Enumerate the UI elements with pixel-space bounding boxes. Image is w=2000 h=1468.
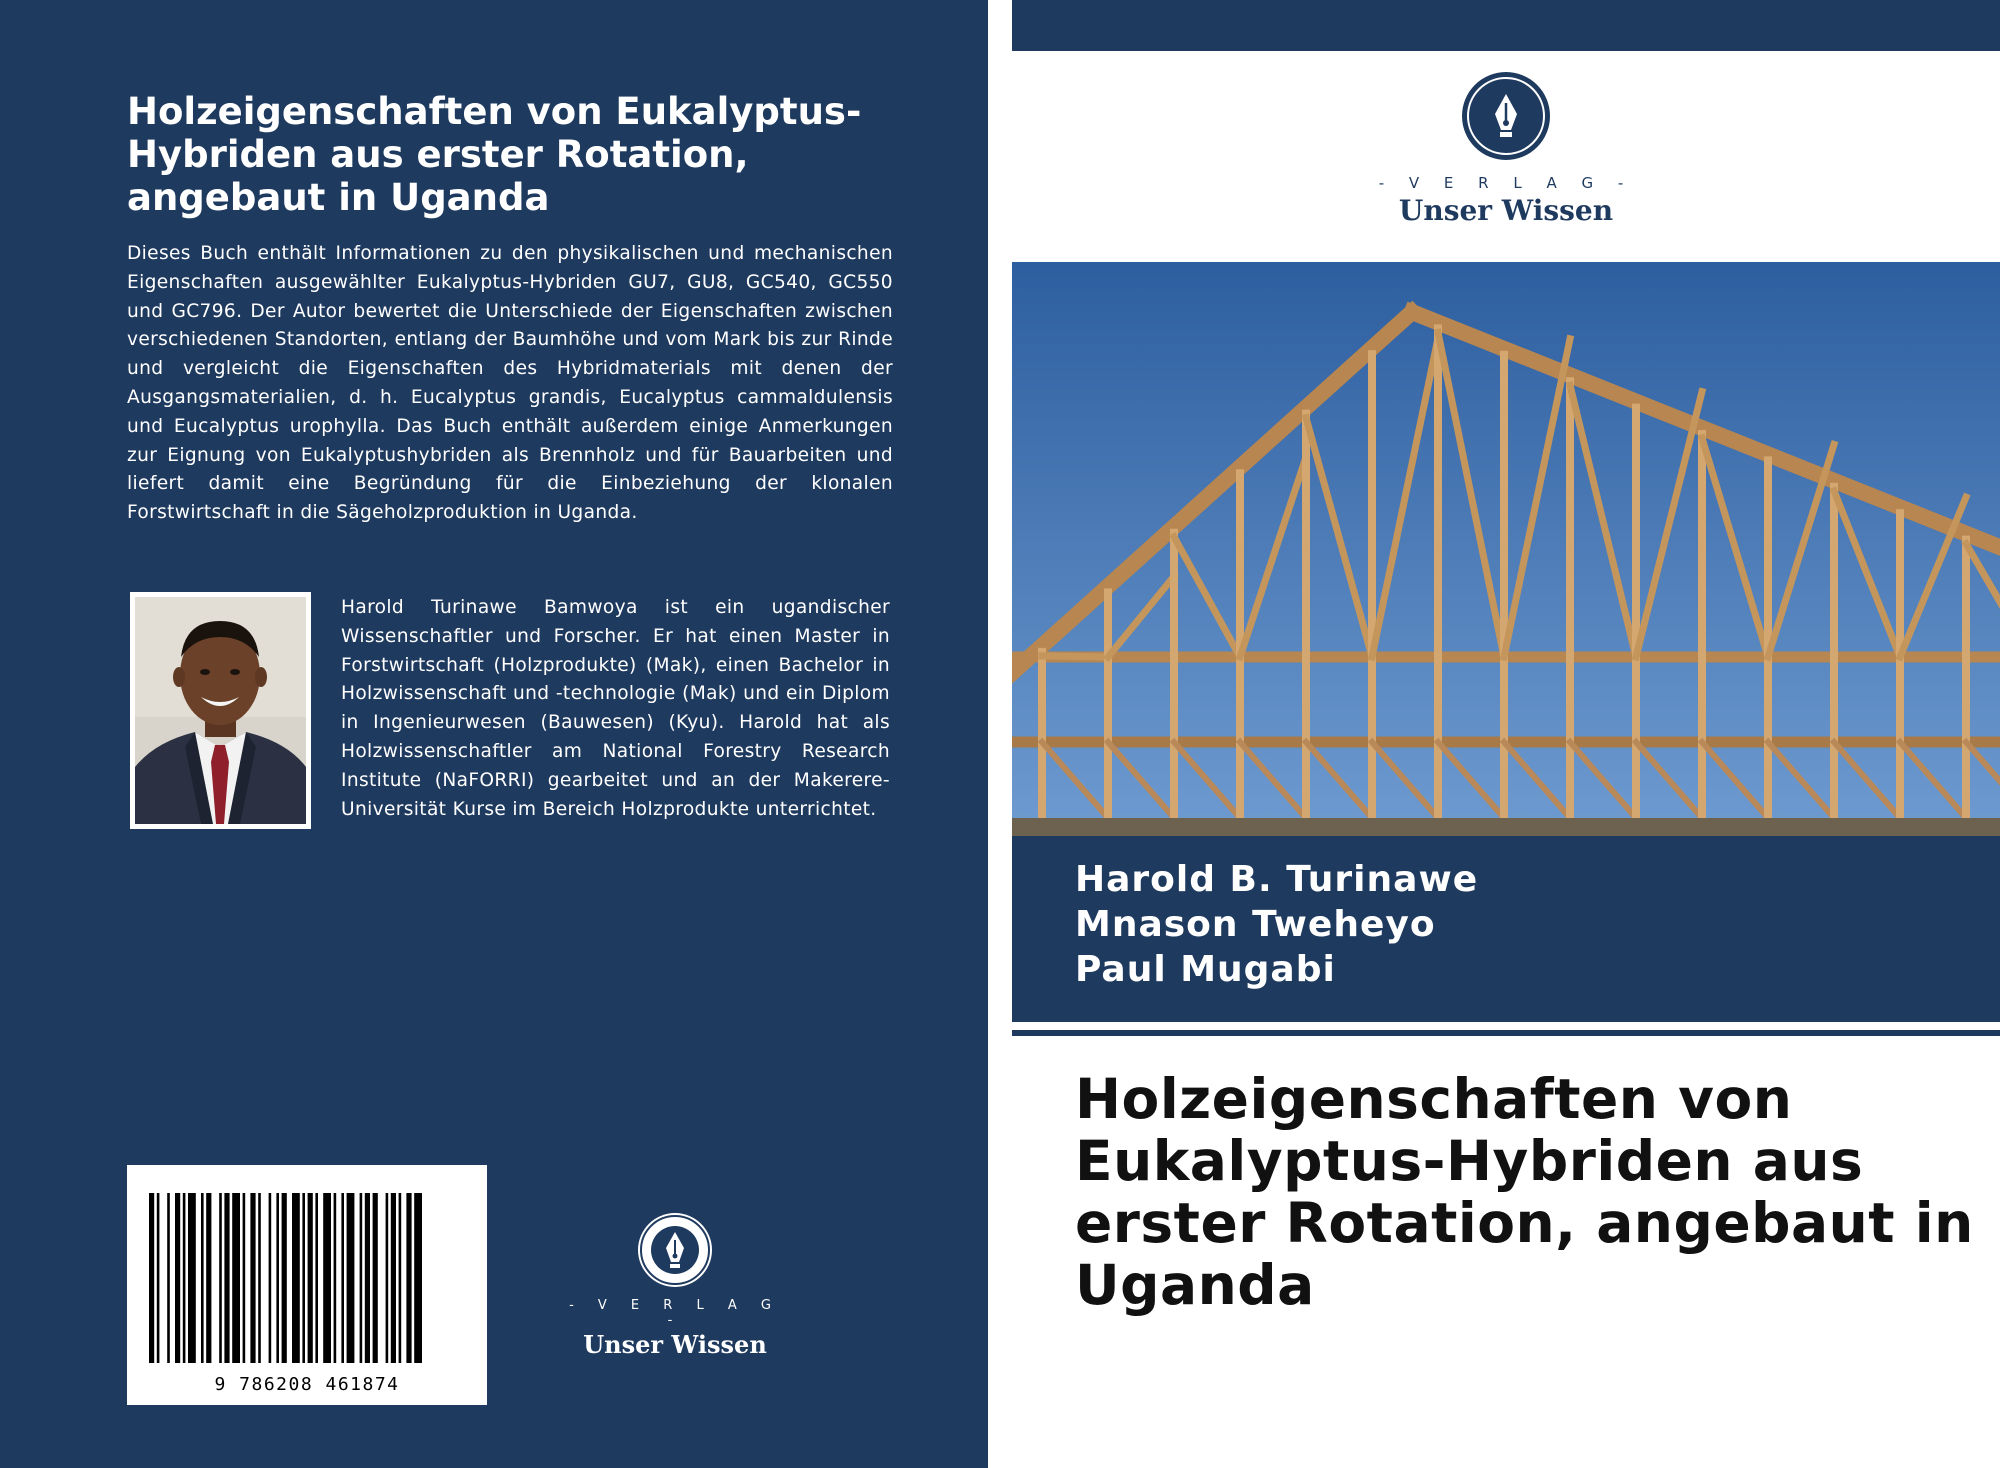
author-bio: Harold Turinawe Bamwoya ist ein ugandischer Wissenschaftler und Forscher. Er hat einen Master in Forstwirtschaft (Holzprodukte) (Mak), einen Bachelor in Holzwissenschaft und -technologie (Mak) und ein Diplom in Ingenieurwesen (Bauwesen) (Kyu). Harold hat als Holzwissenschaftler am National Forestry Research Institute (NaFORRI) gearbeitet und an der Makerere-Universität Kurse im Bereich Holzprodukte unterrichtet. (341, 597, 890, 820)
logo-verlag-label: - V E R L A G - (569, 1298, 781, 1328)
book-blurb: Dieses Buch enthält Informationen zu den physikalischen und mechanischen Eigenschaften ausgewählter Eukalyptus-Hybriden GU7, GU8, GC540, GC550 und GC796. Der Autor bewertet die Unterschiede der Eigenschaften zwischen verschiedenen Standorten, entlang der Baumhöhe und vom Mark bis zur Rinde und vergleicht die Eigenschaften des Hybridmaterials mit denen der Ausgangsmaterialien, d. h. Eucalyptus grandis, Eucalyptus cammaldulensis und Eucalyptus urophylla. Das Buch enthält außerdem einige Anmerkungen zur Eignung von Eukalyptushybriden als Brennholz und für Bauarbeiten und liefert damit eine Begründung für die Einbeziehung der klonalen Forstwirtschaft in die Sägeholzproduktion in Uganda. (127, 243, 893, 524)
fountain-pen-nib-icon (635, 1210, 715, 1290)
divider-rule (1012, 1030, 2000, 1036)
top-bar (1012, 0, 2000, 51)
logo-publisher-name: Unser Wissen (583, 1330, 767, 1359)
timber-roof-truss-photo (1012, 262, 2000, 836)
logo-verlag-label: - V E R L A G - (1378, 174, 1634, 192)
publisher-logo-back (560, 1210, 790, 1359)
authors-band (1012, 836, 2000, 1022)
author-portrait-photo (130, 592, 311, 829)
cover-gap (988, 0, 1012, 1468)
front-cover (1012, 0, 2000, 1468)
author-name: Harold B. Turinawe (1075, 859, 1479, 900)
back-cover-title: Holzeigenschaften von Eukalyptus-Hybriden aus erster Rotation, angebaut in Uganda (127, 90, 862, 219)
barcode-bars (127, 1165, 487, 1405)
isbn-digits: 9 786208 461874 (214, 1374, 400, 1395)
author-name: Mnason Tweheyo (1075, 904, 1436, 945)
logo-publisher-name: Unser Wissen (1398, 194, 1614, 227)
publisher-logo-front (1374, 70, 1638, 230)
front-cover-title: Holzeigenschaften von Eukalyptus-Hybriden aus erster Rotation, angebaut in Uganda (1075, 1067, 1974, 1317)
author-name: Paul Mugabi (1075, 949, 1336, 990)
isbn-barcode (127, 1165, 487, 1405)
back-cover (0, 0, 988, 1468)
fountain-pen-nib-icon (1460, 70, 1552, 162)
